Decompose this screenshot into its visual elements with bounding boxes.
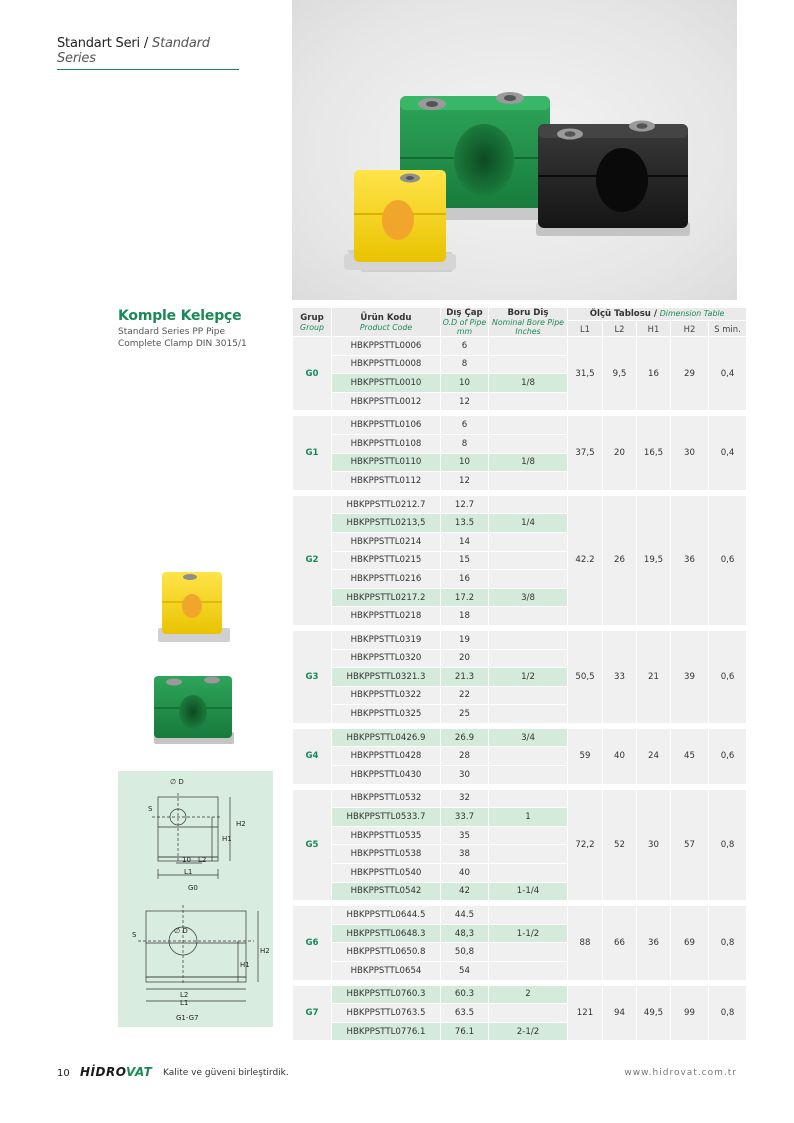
dim-l1: 59	[568, 729, 602, 784]
product-code: HBKPPSTTL0430	[332, 766, 440, 784]
dim-l1: 88	[568, 906, 602, 979]
nominal-bore: 1	[489, 808, 567, 826]
outer-diameter: 20	[441, 650, 488, 668]
group-separator	[293, 626, 746, 630]
nominal-bore: 1/2	[489, 668, 567, 686]
dim-h2: 69	[671, 906, 708, 979]
nominal-bore	[489, 827, 567, 845]
nominal-bore	[489, 790, 567, 808]
g0-label-d: ∅ D	[170, 778, 184, 786]
product-subtitle-2: Complete Clamp DIN 3015/1	[118, 339, 247, 349]
brand-logo-part-a: HİDRO	[80, 1065, 126, 1079]
group-separator	[293, 785, 746, 789]
product-code: HBKPPSTTL0008	[332, 356, 440, 374]
product-code: HBKPPSTTL0760.3	[332, 986, 440, 1004]
outer-diameter: 6	[441, 337, 488, 355]
product-code: HBKPPSTTL0108	[332, 435, 440, 453]
g17-label-s: S	[132, 931, 137, 939]
product-code: HBKPPSTTL0012	[332, 393, 440, 411]
dim-h1: 36	[637, 906, 670, 979]
table-row	[293, 337, 746, 355]
outer-diameter: 8	[441, 435, 488, 453]
nominal-bore	[489, 337, 567, 355]
nominal-bore	[489, 906, 567, 924]
nominal-bore	[489, 687, 567, 705]
dim-h2: 39	[671, 631, 708, 723]
nominal-bore	[489, 631, 567, 649]
outer-diameter: 21.3	[441, 668, 488, 686]
dim-s-min: 0,4	[709, 337, 746, 410]
dim-l2: 33	[603, 631, 636, 723]
dim-h2: 45	[671, 729, 708, 784]
dim-l1: 37,5	[568, 416, 602, 489]
g17-caption: G1-G7	[176, 1014, 199, 1022]
g17-label-h2: H2	[260, 947, 270, 955]
separator-cell	[293, 411, 746, 415]
separator-cell	[293, 981, 746, 985]
dim-l2: 9,5	[603, 337, 636, 410]
nominal-bore: 1-1/2	[489, 925, 567, 943]
outer-diameter: 63.5	[441, 1004, 488, 1022]
col-product-code: Ürün Kodu Product Code	[332, 308, 440, 336]
col-h1: H1	[637, 321, 670, 336]
slogan: Kalite ve güveni birleştirdik.	[163, 1068, 289, 1078]
brand-logo-part-b: VAT	[125, 1065, 153, 1079]
product-code: HBKPPSTTL0319	[332, 631, 440, 649]
col-s-min: S min.	[709, 321, 746, 336]
product-code: HBKPPSTTL0650.8	[332, 943, 440, 961]
nominal-bore	[489, 533, 567, 551]
dim-l2: 20	[603, 416, 636, 489]
yellow-clamp-image	[150, 566, 235, 646]
nominal-bore	[489, 435, 567, 453]
nominal-bore	[489, 962, 567, 980]
outer-diameter: 17.2	[441, 589, 488, 607]
series-label-en: Standard Series	[57, 36, 210, 66]
group-separator	[293, 901, 746, 905]
dim-h2: 30	[671, 416, 708, 489]
product-code: HBKPPSTTL0010	[332, 374, 440, 392]
product-code: HBKPPSTTL0213,5	[332, 514, 440, 532]
outer-diameter: 76.1	[441, 1023, 488, 1041]
technical-drawing	[118, 771, 273, 1027]
outer-diameter: 12.7	[441, 496, 488, 514]
product-code: HBKPPSTTL0533.7	[332, 808, 440, 826]
outer-diameter: 54	[441, 962, 488, 980]
g0-label-l2a: 10	[182, 856, 191, 864]
dim-l2: 66	[603, 906, 636, 979]
separator-cell	[293, 724, 746, 728]
dim-h1: 24	[637, 729, 670, 784]
outer-diameter: 12	[441, 393, 488, 411]
nominal-bore	[489, 496, 567, 514]
outer-diameter: 60.3	[441, 986, 488, 1004]
nominal-bore: 3/8	[489, 589, 567, 607]
nominal-bore	[489, 650, 567, 668]
nominal-bore	[489, 393, 567, 411]
outer-diameter: 38	[441, 845, 488, 863]
g0-caption: G0	[188, 884, 198, 892]
nominal-bore	[489, 943, 567, 961]
nominal-bore	[489, 570, 567, 588]
group-separator	[293, 411, 746, 415]
table-row	[293, 631, 746, 649]
nominal-bore	[489, 356, 567, 374]
dim-s-min: 0,8	[709, 906, 746, 979]
dim-l2: 26	[603, 496, 636, 625]
dim-h2: 57	[671, 790, 708, 901]
series-heading	[57, 36, 239, 70]
outer-diameter: 50,8	[441, 943, 488, 961]
product-code: HBKPPSTTL0215	[332, 552, 440, 570]
dim-l2: 52	[603, 790, 636, 901]
group-name: G4	[293, 729, 331, 784]
green-clamp-image	[150, 668, 235, 748]
separator-cell	[293, 785, 746, 789]
nominal-bore	[489, 705, 567, 723]
dim-l1: 72,2	[568, 790, 602, 901]
table-row	[293, 986, 746, 1004]
product-code: HBKPPSTTL0112	[332, 472, 440, 490]
series-label-tr: Standart Seri /	[57, 36, 149, 51]
table-row	[293, 729, 746, 747]
product-code: HBKPPSTTL0776.1	[332, 1023, 440, 1041]
group-name: G6	[293, 906, 331, 979]
product-code: HBKPPSTTL0217.2	[332, 589, 440, 607]
product-code: HBKPPSTTL0532	[332, 790, 440, 808]
product-subtitle-1: Standard Series PP Pipe	[118, 327, 226, 337]
outer-diameter: 18	[441, 607, 488, 625]
product-code: HBKPPSTTL0320	[332, 650, 440, 668]
g0-label-h1: H1	[222, 835, 232, 843]
nominal-bore	[489, 766, 567, 784]
outer-diameter: 13.5	[441, 514, 488, 532]
product-code: HBKPPSTTL0654	[332, 962, 440, 980]
dim-s-min: 0,8	[709, 790, 746, 901]
product-code: HBKPPSTTL0644.5	[332, 906, 440, 924]
outer-diameter: 15	[441, 552, 488, 570]
group-name: G3	[293, 631, 331, 723]
outer-diameter: 40	[441, 864, 488, 882]
group-name: G5	[293, 790, 331, 901]
product-code: HBKPPSTTL0106	[332, 416, 440, 434]
outer-diameter: 42	[441, 883, 488, 901]
outer-diameter: 8	[441, 356, 488, 374]
outer-diameter: 48,3	[441, 925, 488, 943]
table-row	[293, 790, 746, 808]
dim-s-min: 0,6	[709, 729, 746, 784]
group-name: G0	[293, 337, 331, 410]
col-group: Grup Group	[293, 308, 331, 336]
dim-l1: 31,5	[568, 337, 602, 410]
product-code: HBKPPSTTL0542	[332, 883, 440, 901]
nominal-bore: 1/8	[489, 454, 567, 472]
dim-s-min: 0,6	[709, 631, 746, 723]
g0-label-s: S	[148, 805, 153, 813]
dim-h1: 19,5	[637, 496, 670, 625]
product-code: HBKPPSTTL0426.9	[332, 729, 440, 747]
g0-label-l2: L2	[198, 856, 207, 864]
outer-diameter: 30	[441, 766, 488, 784]
g0-label-l1: L1	[184, 868, 193, 876]
product-title: Komple Kelepçe	[118, 308, 242, 324]
outer-diameter: 26.9	[441, 729, 488, 747]
dim-l1: 42.2	[568, 496, 602, 625]
nominal-bore	[489, 845, 567, 863]
nominal-bore: 2	[489, 986, 567, 1004]
product-code: HBKPPSTTL0540	[332, 864, 440, 882]
clamps-illustration	[292, 0, 737, 300]
group-name: G7	[293, 986, 331, 1041]
group-separator	[293, 724, 746, 728]
dim-s-min: 0,6	[709, 496, 746, 625]
nominal-bore: 1-1/4	[489, 883, 567, 901]
product-code: HBKPPSTTL0214	[332, 533, 440, 551]
specification-body	[293, 337, 746, 1040]
dim-h1: 16,5	[637, 416, 670, 489]
website-link[interactable]: www.hidrovat.com.tr	[624, 1068, 737, 1078]
dimension-drawing	[118, 771, 273, 1027]
outer-diameter: 10	[441, 454, 488, 472]
dim-h2: 29	[671, 337, 708, 410]
dim-h1: 30	[637, 790, 670, 901]
dim-h1: 16	[637, 337, 670, 410]
nominal-bore	[489, 747, 567, 765]
dim-l1: 121	[568, 986, 602, 1041]
outer-diameter: 28	[441, 747, 488, 765]
product-photo	[292, 0, 737, 300]
dim-h2: 99	[671, 986, 708, 1041]
outer-diameter: 32	[441, 790, 488, 808]
col-h2: H2	[671, 321, 708, 336]
yellow-clamp-thumbnail	[150, 566, 235, 650]
col-dimension-table: Ölçü Tablosu / Dimension Table	[568, 308, 746, 320]
separator-cell	[293, 626, 746, 630]
specification-table	[292, 307, 747, 1041]
dim-s-min: 0,4	[709, 416, 746, 489]
product-code: HBKPPSTTL0428	[332, 747, 440, 765]
separator-cell	[293, 901, 746, 905]
group-name: G1	[293, 416, 331, 489]
outer-diameter: 12	[441, 472, 488, 490]
product-code: HBKPPSTTL0535	[332, 827, 440, 845]
dim-h1: 21	[637, 631, 670, 723]
nominal-bore	[489, 472, 567, 490]
nominal-bore: 1/8	[489, 374, 567, 392]
group-name: G2	[293, 496, 331, 625]
product-code: HBKPPSTTL0322	[332, 687, 440, 705]
brand-logo	[80, 1065, 152, 1079]
dim-l1: 50,5	[568, 631, 602, 723]
g17-label-l1: L1	[180, 999, 189, 1007]
outer-diameter: 25	[441, 705, 488, 723]
outer-diameter: 14	[441, 533, 488, 551]
table-row	[293, 906, 746, 924]
outer-diameter: 19	[441, 631, 488, 649]
dim-s-min: 0,8	[709, 986, 746, 1041]
nominal-bore	[489, 607, 567, 625]
outer-diameter: 10	[441, 374, 488, 392]
product-code: HBKPPSTTL0216	[332, 570, 440, 588]
product-code: HBKPPSTTL0218	[332, 607, 440, 625]
product-code: HBKPPSTTL0321.3	[332, 668, 440, 686]
product-title-block	[118, 308, 247, 350]
outer-diameter: 22	[441, 687, 488, 705]
page-number: 10	[57, 1068, 70, 1079]
dim-h2: 36	[671, 496, 708, 625]
g0-label-h2: H2	[236, 820, 246, 828]
product-code: HBKPPSTTL0538	[332, 845, 440, 863]
nominal-bore	[489, 416, 567, 434]
product-code: HBKPPSTTL0212.7	[332, 496, 440, 514]
product-code: HBKPPSTTL0648.3	[332, 925, 440, 943]
g17-label-d: ∅ D	[174, 927, 188, 935]
nominal-bore	[489, 1004, 567, 1022]
nominal-bore: 3/4	[489, 729, 567, 747]
dim-l2: 94	[603, 986, 636, 1041]
table-row	[293, 496, 746, 514]
product-code: HBKPPSTTL0763.5	[332, 1004, 440, 1022]
g17-label-h1: H1	[240, 961, 250, 969]
outer-diameter: 33.7	[441, 808, 488, 826]
g17-label-l2: L2	[180, 991, 189, 999]
outer-diameter: 35	[441, 827, 488, 845]
col-bore: Boru Diş Nominal Bore Pipe Inches	[489, 308, 567, 336]
nominal-bore: 1/4	[489, 514, 567, 532]
outer-diameter: 16	[441, 570, 488, 588]
outer-diameter: 44.5	[441, 906, 488, 924]
col-l1: L1	[568, 321, 602, 336]
product-code: HBKPPSTTL0006	[332, 337, 440, 355]
group-separator	[293, 981, 746, 985]
nominal-bore	[489, 552, 567, 570]
dim-l2: 40	[603, 729, 636, 784]
table-row	[293, 416, 746, 434]
separator-cell	[293, 491, 746, 495]
dim-h1: 49,5	[637, 986, 670, 1041]
product-code: HBKPPSTTL0325	[332, 705, 440, 723]
outer-diameter: 6	[441, 416, 488, 434]
col-l2: L2	[603, 321, 636, 336]
group-separator	[293, 491, 746, 495]
green-clamp-thumbnail	[150, 668, 235, 752]
nominal-bore: 2-1/2	[489, 1023, 567, 1041]
col-outer-diameter: Dış Çap O.D of Pipe mm	[442, 308, 487, 336]
product-code: HBKPPSTTL0110	[332, 454, 440, 472]
nominal-bore	[489, 864, 567, 882]
